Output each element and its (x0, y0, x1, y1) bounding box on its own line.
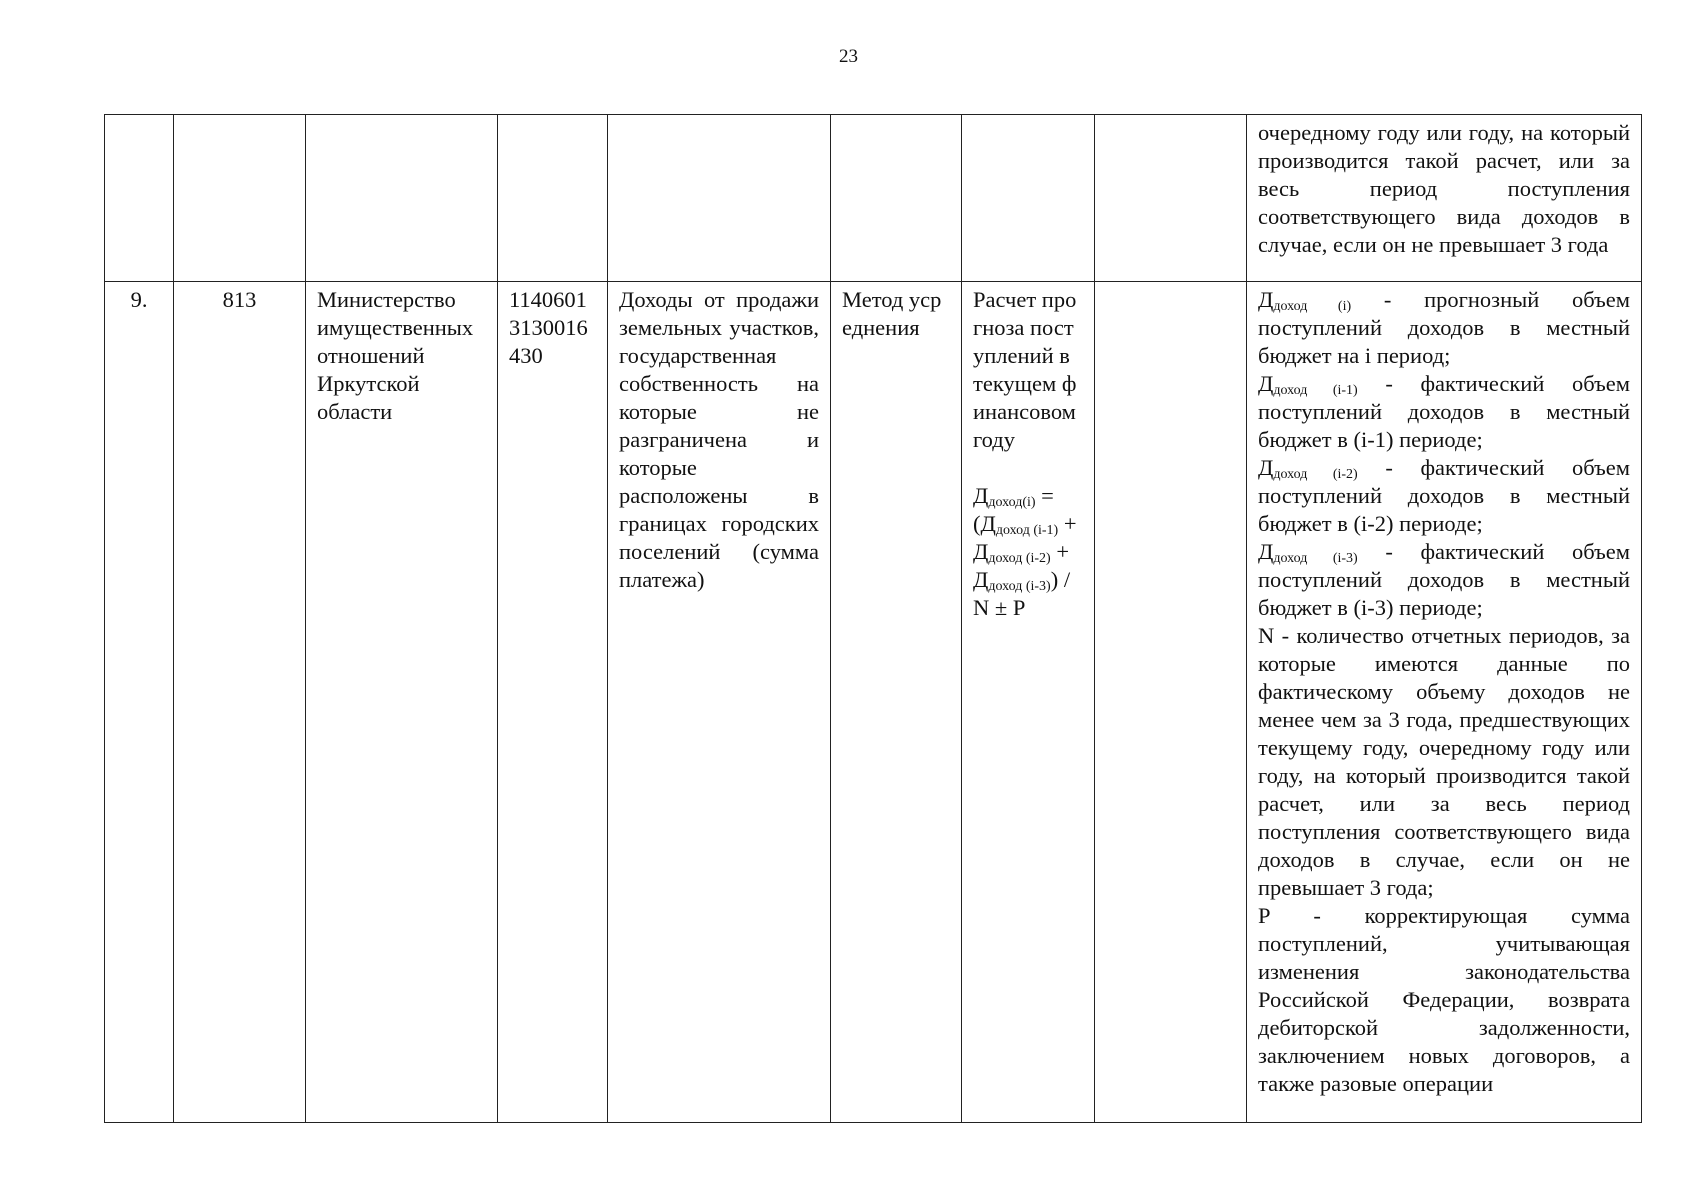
legend-subscript: доход (i) (1273, 299, 1352, 314)
cell-empty (608, 115, 831, 282)
cell-empty (498, 115, 608, 282)
legend-item-n: N - количество отчетных периодов, за которые имеются данные по фактическому объему доходов не менее чем за 3 года, предшествующих текущему году, очередному году или году, на который производится такой расчет, или за весь период поступления соответствующего вида доходов в случае, если он не превышает 3 года; (1258, 623, 1630, 900)
cell-empty (962, 115, 1095, 282)
legend-item-p: P - корректирующая сумма поступлений, учитывающая изменения законодательства Российской Федерации, возврата дебиторской задолженности, заключением новых договоров, а также разовые операции (1258, 903, 1630, 1096)
cell-empty (1095, 115, 1247, 282)
cell-empty (174, 115, 306, 282)
cell-row-number: 9. (105, 282, 174, 1123)
legend-subscript: доход (i-2) (1273, 467, 1358, 482)
legend-text: - фактический объем поступлений доходов в местный бюджет в (i-2) периоде; (1258, 455, 1630, 536)
formula-symbol: Д (1258, 371, 1274, 396)
legend-subscript: доход (i-1) (1273, 383, 1358, 398)
income-forecast-table (104, 114, 1642, 1123)
formula-symbol: Д (980, 511, 996, 536)
formula-symbol: Д (1258, 539, 1274, 564)
formula-subscript: доход(i) (988, 495, 1036, 510)
legend-text: - фактический объем поступлений доходов в местный бюджет в (i-1) периоде; (1258, 371, 1630, 452)
legend-item (1258, 286, 1630, 370)
table-row-9 (105, 282, 1642, 1123)
cell-forecast-method: Метод усреднения (831, 282, 962, 1123)
formula-subscript: доход (i-1) (995, 523, 1059, 538)
page-number: 23 (839, 46, 858, 67)
formula-symbol: Д (1258, 455, 1274, 480)
cell-description-continued: очередному году или году, на который производится такой расчет, или за весь период поступления соответствующего вида доходов в случае, если он не превышает 3 года (1247, 115, 1642, 282)
cell-administrator-name: Министерство имущественных отношений Иркутской области (306, 282, 498, 1123)
cell-empty (306, 115, 498, 282)
legend-item (1258, 370, 1630, 454)
formula-symbol: Д (1258, 287, 1274, 312)
calculation-text: Расчет прогноза поступлений в текущем финансовом году (973, 287, 1077, 452)
cell-budget-classification-code: 11406013130016430 (498, 282, 608, 1123)
cell-admin-code: 813 (174, 282, 306, 1123)
legend-item (1258, 538, 1630, 622)
formula-symbol: Д (973, 483, 989, 508)
cell-empty (831, 115, 962, 282)
formula-text: + (1058, 511, 1077, 536)
cell-income-type: Доходы от продажи земельных участков, государственная собственность на которые не разграничена и которые расположены в границах городских поселений (сумма платежа) (608, 282, 831, 1123)
cell-formula-legend (1247, 282, 1642, 1123)
cell-empty (1095, 282, 1247, 1123)
forecast-formula (973, 482, 1083, 622)
formula-subscript: доход (i-3) (988, 579, 1051, 594)
cell-empty (105, 115, 174, 282)
formula-symbol: Д (973, 539, 989, 564)
legend-text: - фактический объем поступлений доходов в местный бюджет в (i-3) периоде; (1258, 539, 1630, 620)
formula-text: ) / N ± P (973, 567, 1071, 620)
formula-text: = ( (973, 483, 1054, 536)
legend-text: - прогнозный объем поступлений доходов в местный бюджет на i период; (1258, 287, 1630, 368)
legend-subscript: доход (i-3) (1273, 551, 1358, 566)
table-row-continuation (105, 115, 1642, 282)
cell-calculation (962, 282, 1095, 1123)
legend-item (1258, 454, 1630, 538)
formula-symbol: Д (973, 567, 989, 592)
formula-subscript: доход (i-2) (988, 551, 1051, 566)
formula-text: + (1050, 539, 1070, 564)
